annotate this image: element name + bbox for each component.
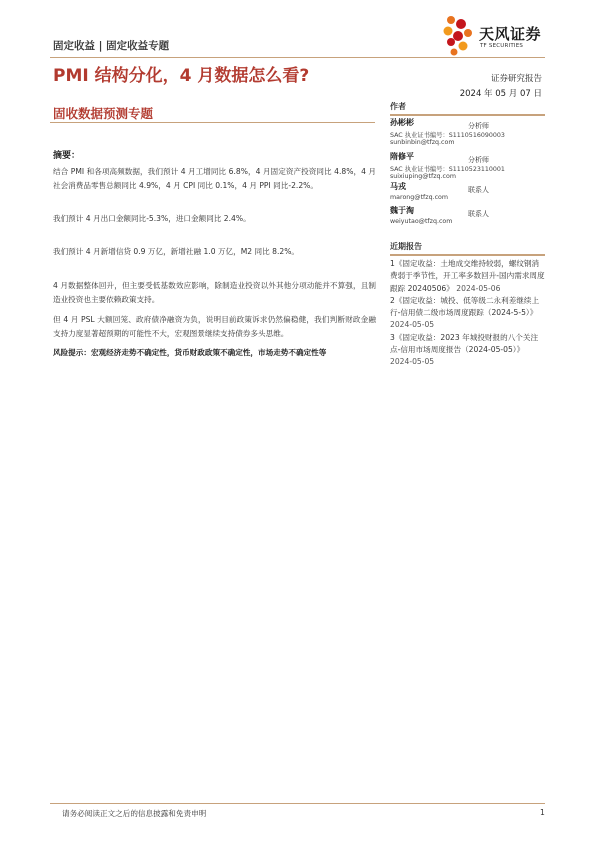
logo-text: 天风证券 [479, 25, 542, 43]
author-name: 魏于淘 [390, 206, 414, 215]
author-name: 隋修平 [390, 152, 414, 161]
author-email[interactable]: weiyutao@tfzq.com [390, 218, 453, 225]
author-role: 联系人 [468, 210, 489, 218]
author-entry [390, 205, 545, 229]
author-email[interactable]: sunbinbin@tfzq.com [390, 139, 455, 146]
page-number: 1 [540, 808, 545, 817]
abstract-heading: 摘要： [53, 151, 81, 161]
report-title: PMI 结构分化，4 月数据怎么看? [53, 66, 310, 86]
abstract-paragraph-3: 我们预计 4 月新增信贷 0.9 万亿，新增社融 1.0 万亿，M2 同比 8.2%。 [53, 247, 300, 256]
risk-warning: 风险提示：宏观经济走势不确定性，货币财政政策不确定性，市场走势不确定性等 [53, 348, 327, 357]
footer-divider [50, 803, 545, 804]
report-type: 证券研究报告 [490, 74, 542, 84]
recent-report-title[interactable]: 2《固定收益：城投、低等级二永利差继续上行-信用债二级市场周度跟踪（2024-5-5）》 [390, 295, 540, 318]
recent-report-date: 2024-05-05 [390, 357, 435, 367]
author-entry [390, 181, 545, 205]
abstract-paragraph-1: 结合 PMI 和各项高频数据，我们预计 4 月工增同比 6.8%，4 月固定资产投资同比 4.8%，4 月社会消费品零售总额同比 4.9%，4 月 CPI 同比 0.1%，4 月 PPI 同比-2.2%。 [53, 167, 376, 190]
author-email[interactable]: marong@tfzq.com [390, 194, 449, 201]
recent-reports-section [390, 241, 545, 256]
abstract-paragraph-4: 4 月数据整体回升，但主要受低基数效应影响，除制造业投资以外其他分项动能并不算强，且制造业投资也主要依赖政策支持。 [53, 281, 376, 304]
logo-mark-icon [439, 14, 475, 56]
author-cert: SAC 执业证书编号：S1110523110001 [390, 166, 505, 173]
author-name: 马戎 [390, 182, 406, 191]
abstract-paragraph-5: 但 4 月 PSL 大额回笼、政府债净融资为负，说明目前政策诉求仍然偏稳健，我们判断财政金融支持力度显著超预期的可能性不大，宏观图景继续支持债券多头思维。 [53, 315, 376, 338]
author-role: 分析师 [468, 122, 489, 130]
author-cert: SAC 执业证书编号：S1110516090003 [390, 132, 505, 139]
company-logo [439, 14, 549, 56]
author-role: 联系人 [468, 186, 489, 194]
recent-report-date: 2024-05-05 [390, 320, 435, 330]
authors-section [390, 101, 545, 116]
recent-report-title[interactable]: 3《固定收益：2023 年城投财报的八个关注点-信用市场周度报告（2024-05-05）》 [390, 332, 539, 355]
recent-reports-list [390, 258, 545, 369]
author-entry [390, 117, 545, 151]
recent-report-title[interactable]: 1《固定收益：土地成交维持较弱，螺纹钢消费弱于季节性，开工率多数回升-国内需求周度跟踪 20240506》 [390, 259, 545, 293]
recent-report-item[interactable] [390, 295, 545, 332]
report-subtitle: 固收数据预测专题 [53, 106, 154, 121]
recent-report-item[interactable] [390, 332, 545, 369]
report-category: 固定收益 | 固定收益专题 [53, 40, 170, 52]
authors-heading: 作者 [390, 101, 545, 116]
author-role: 分析师 [468, 156, 489, 164]
report-date: 2024 年 05 月 07 日 [459, 89, 542, 99]
recent-reports-heading: 近期报告 [390, 241, 545, 256]
abstract-paragraph-2: 我们预计 4 月出口金额同比-5.3%，进口金额同比 2.4%。 [53, 214, 251, 223]
author-name: 孙彬彬 [390, 118, 414, 127]
logo-english-text: TF SECURITIES [480, 43, 524, 49]
footer-disclaimer: 请务必阅读正文之后的信息披露和免责申明 [62, 809, 207, 818]
recent-report-item[interactable] [390, 258, 545, 295]
subtitle-divider [50, 122, 375, 123]
recent-report-date: 2024-05-06 [456, 283, 501, 293]
author-entry [390, 151, 545, 185]
author-email[interactable]: suixiuping@tfzq.com [390, 173, 456, 180]
